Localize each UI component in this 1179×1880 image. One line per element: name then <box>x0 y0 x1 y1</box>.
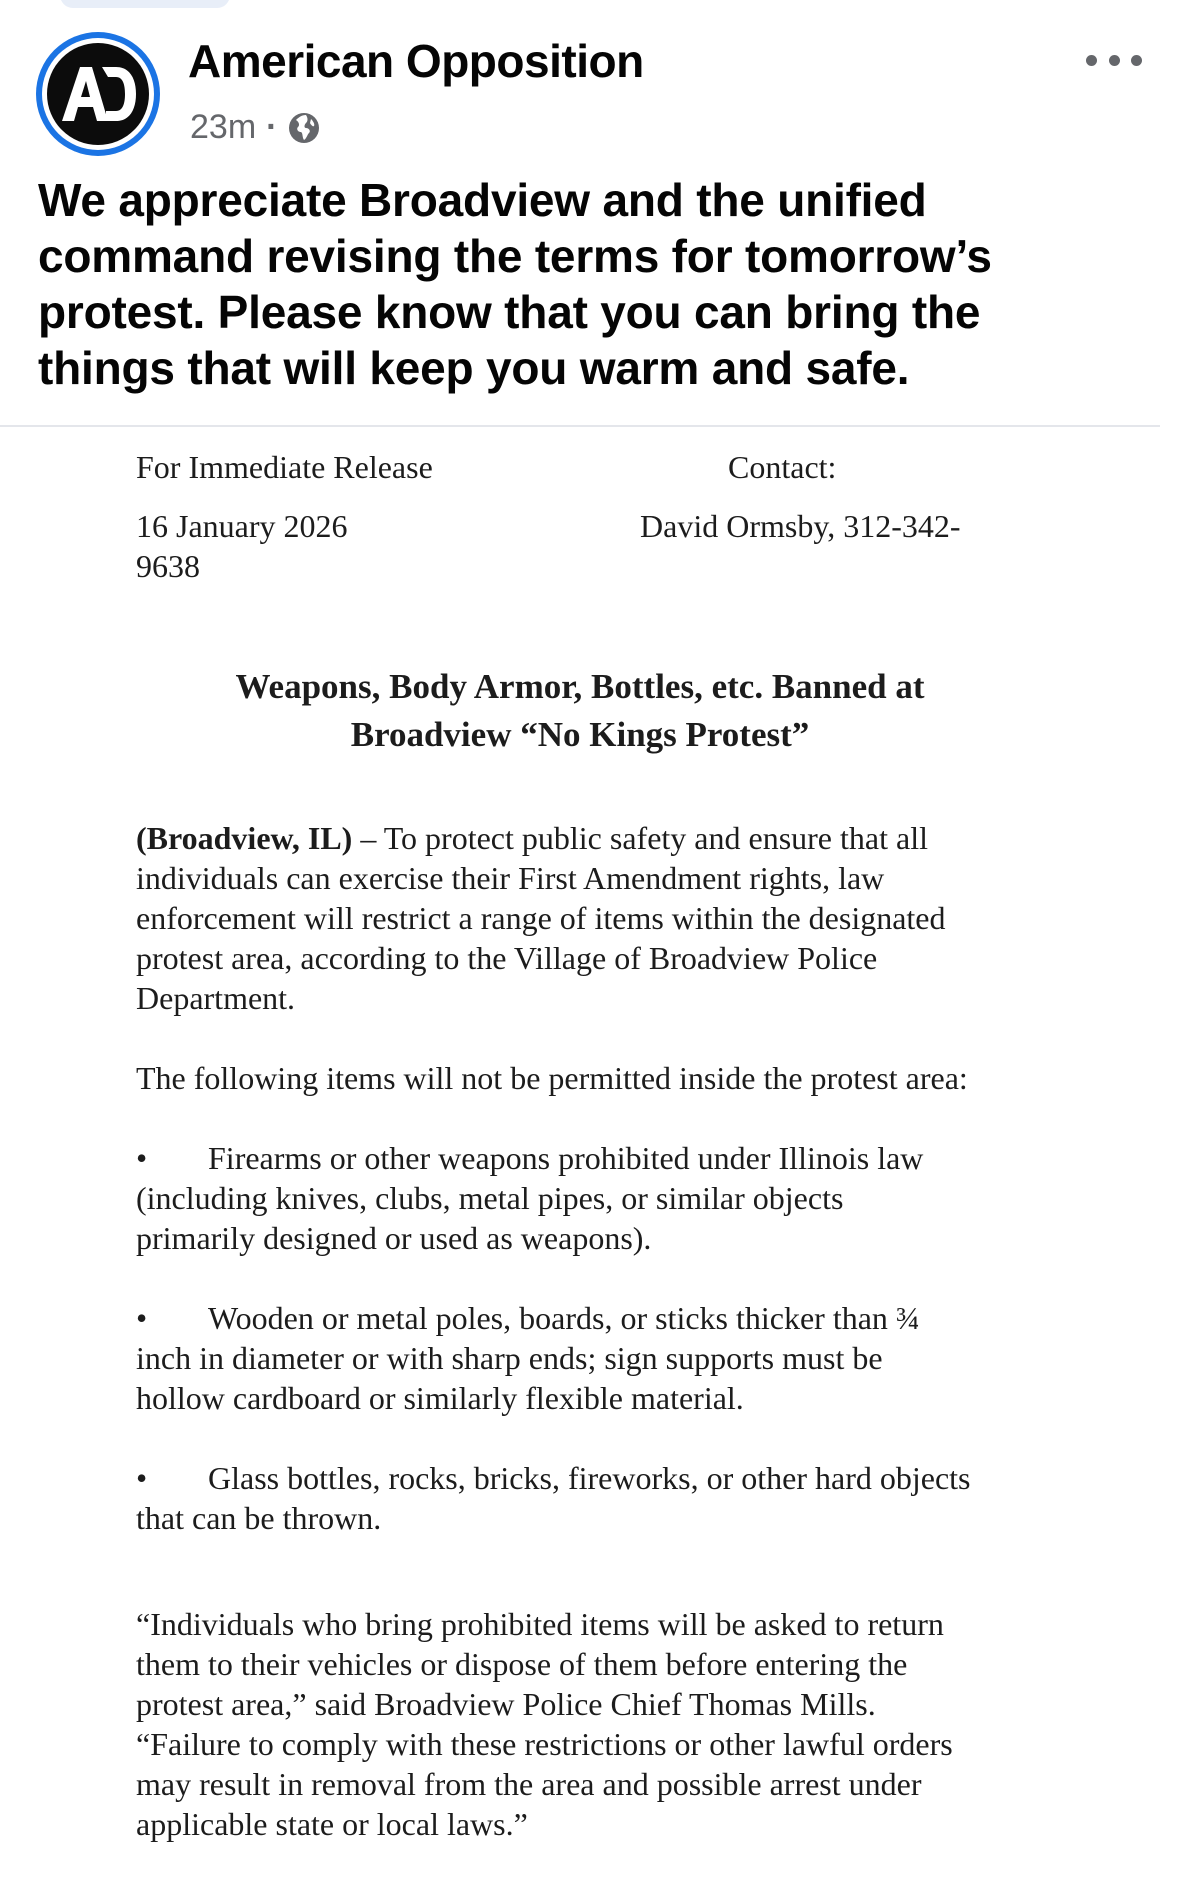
caption-line: command revising the terms for tomorrow’s <box>38 230 992 282</box>
release-title <box>150 663 1010 759</box>
chief-quote <box>136 1604 1036 1844</box>
quote-line: applicable state or local laws.” <box>136 1806 528 1842</box>
bullet-text: Firearms or other weapons prohibited under Illinois law <box>208 1140 924 1176</box>
globe-icon[interactable] <box>287 111 321 145</box>
page-avatar[interactable] <box>36 32 160 156</box>
date-contact-block <box>136 506 996 586</box>
page-name[interactable]: American Opposition <box>188 35 644 87</box>
contact-phone-end: 9638 <box>136 548 200 584</box>
contact-person: David Ormsby, 312-342- <box>640 508 961 544</box>
top-tab-indicator <box>60 0 230 8</box>
bullet-text: primarily designed or used as weapons). <box>136 1220 652 1256</box>
bullet-symbol: • <box>136 1460 148 1496</box>
bullet-item <box>136 1458 1036 1538</box>
press-release-image[interactable] <box>0 427 1179 1880</box>
bullet-text: Wooden or metal poles, boards, or sticks thicker than ¾ <box>208 1300 920 1336</box>
bullet-item <box>136 1298 1036 1418</box>
title-line: Weapons, Body Armor, Bottles, etc. Banned at <box>235 667 925 706</box>
release-date: 16 January 2026 <box>136 508 348 544</box>
bullet-text: inch in diameter or with sharp ends; sign supports must be <box>136 1340 883 1376</box>
release-label: For Immediate Release <box>136 449 433 485</box>
intro-location: (Broadview, IL) <box>136 820 353 856</box>
intro-line: enforcement will restrict a range of items within the designated <box>136 900 946 936</box>
caption-line: We appreciate Broadview and the unified <box>38 174 927 226</box>
caption-line: protest. Please know that you can bring the <box>38 286 981 338</box>
intro-line: – To protect public safety and ensure that all <box>352 820 928 856</box>
intro-line: Department. <box>136 980 296 1016</box>
quote-line: “Failure to comply with these restrictions or other lawful orders <box>136 1726 953 1762</box>
quote-line: them to their vehicles or dispose of them before entering the <box>136 1646 908 1682</box>
meta-separator: · <box>266 108 278 146</box>
post-time[interactable]: 23m <box>190 108 257 146</box>
bullet-symbol: • <box>136 1140 148 1176</box>
quote-line: protest area,” said Broadview Police Chief Thomas Mills. <box>136 1686 876 1722</box>
intro-paragraph <box>136 818 1036 1018</box>
bullet-text: hollow cardboard or similarly flexible material. <box>136 1380 744 1416</box>
intro-line: individuals can exercise their First Amendment rights, law <box>136 860 885 896</box>
ao-logo-icon <box>56 59 140 129</box>
post-caption <box>38 172 1138 396</box>
bullet-item <box>136 1138 1036 1258</box>
prohibited-intro: The following items will not be permitted inside the protest area: <box>136 1060 968 1096</box>
bullet-text: that can be thrown. <box>136 1500 382 1536</box>
more-options-icon[interactable] <box>1086 50 1142 70</box>
bullet-text: Glass bottles, rocks, bricks, fireworks, or other hard objects <box>208 1460 971 1496</box>
bullet-text: (including knives, clubs, metal pipes, or similar objects <box>136 1180 844 1216</box>
quote-line: may result in removal from the area and possible arrest under <box>136 1766 922 1802</box>
post-meta <box>190 108 321 147</box>
intro-line: protest area, according to the Village of Broadview Police <box>136 940 878 976</box>
contact-label: Contact: <box>728 449 837 485</box>
quote-line: “Individuals who bring prohibited items will be asked to return <box>136 1606 944 1642</box>
caption-line: things that will keep you warm and safe. <box>38 342 910 394</box>
bullet-symbol: • <box>136 1300 148 1336</box>
title-line: Broadview “No Kings Protest” <box>350 715 810 754</box>
post-header <box>36 30 1146 155</box>
